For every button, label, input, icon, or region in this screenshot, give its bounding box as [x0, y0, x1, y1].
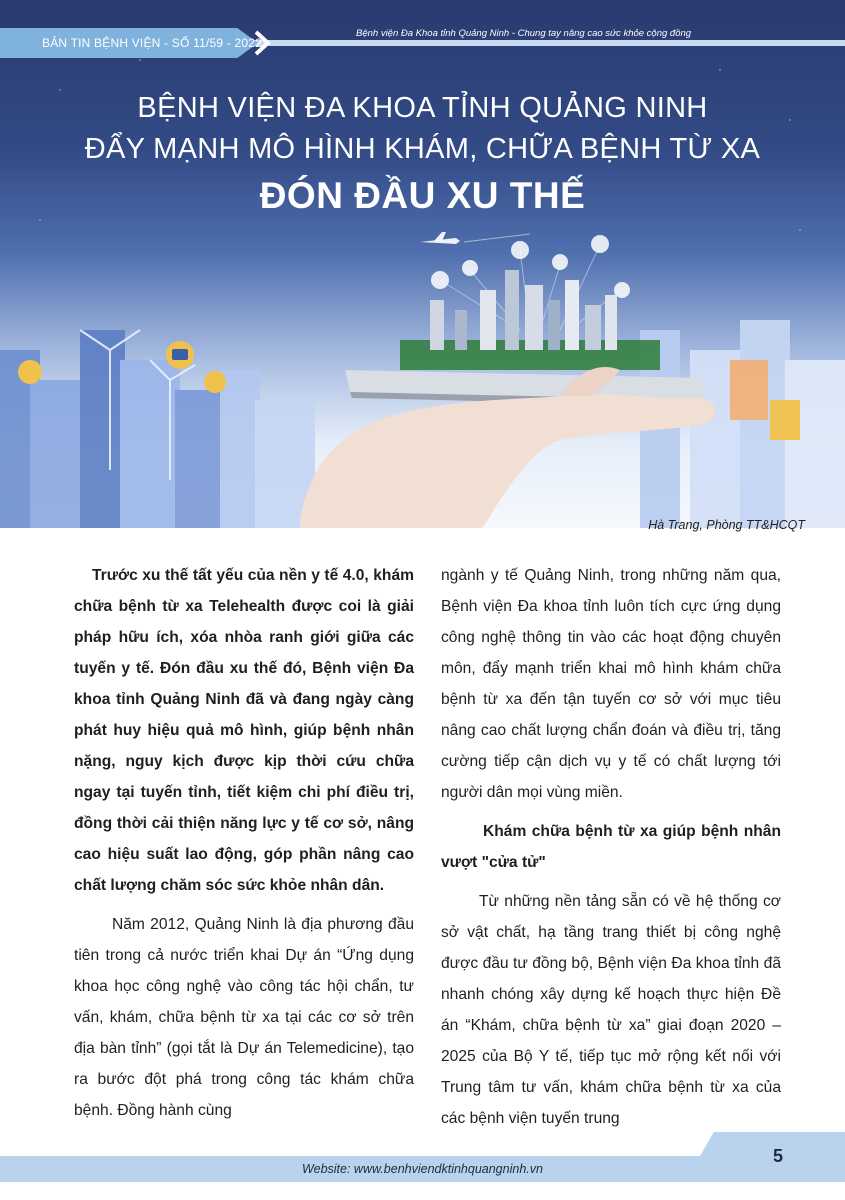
header-slogan: Bệnh viện Đa Khoa tỉnh Quảng Ninh - Chung tay nâng cao sức khỏe cộng đồng	[356, 28, 692, 39]
article-title-line-2: ĐẨY MẠNH MÔ HÌNH KHÁM, CHỮA BỆNH TỪ XA	[84, 133, 761, 165]
bus-icon	[166, 341, 194, 369]
body-paragraph-1: Năm 2012, Quảng Ninh là địa phương đầu tiên trong cả nước triển khai Dự án “Ứng dụng khoa học công nghệ vào công tác hội chẩn, tư vấn, khám, chữa bệnh từ xa tại các cơ sở trên địa bàn tỉnh” (gọi tắt là Dự án Telemedicine), tạo ra bước đột phá trong công tác khám chữa bệnh. Đồng hành cùng	[74, 916, 414, 1119]
footer-website[interactable]: Website: www.benhviendktinhquangninh.vn	[302, 1162, 543, 1176]
shield-icon	[18, 360, 42, 384]
bolt-icon	[204, 371, 226, 393]
body-paragraph-1-continued: ngành y tế Quảng Ninh, trong những năm qua, Bệnh viện Đa khoa tỉnh luôn tích cực ứng dụng công nghệ thông tin vào các hoạt động chuyên môn, đẩy mạnh triển khai mô hình khám chữa bệnh từ xa đến tận tuyến cơ sở với mục tiêu nâng cao chất lượng chẩn đoán và điều trị, tăng cường tiếp cận dịch vụ y tế có chất lượng tới người dân mọi vùng miền.	[441, 567, 781, 801]
lead-paragraph: Trước xu thế tất yếu của nền y tế 4.0, khám chữa bệnh từ xa Telehealth được coi là giải pháp hữu ích, xóa nhòa ranh giới giữa các tuyến y tế. Đón đầu xu thế đó, Bệnh viện Đa khoa tỉnh Quảng Ninh đã và đang ngày càng phát huy hiệu quả mô hình, giúp bệnh nhân nặng, nguy kịch được kịp thời cứu chữa ngay tại tuyến tỉnh, tiết kiệm chi phí điều trị, đồng thời cải thiện năng lực y tế cơ sở, nâng cao hiệu suất lao động, góp phần nâng cao chất lượng chăm sóc sức khỏe nhân dân.	[74, 567, 414, 894]
hero-banner	[0, 0, 845, 528]
section-subheading: Khám chữa bệnh từ xa giúp bệnh nhân vượt "cửa tử"	[441, 823, 781, 871]
page-number: 5	[772, 1146, 783, 1166]
airplane-icon	[420, 232, 530, 244]
column-right	[441, 560, 781, 1134]
issue-label: BẢN TIN BỆNH VIỆN - SỐ 11/59 - 2022	[42, 36, 262, 50]
column-left	[74, 560, 414, 1126]
smart-city-illustration	[0, 0, 845, 528]
article-title-line-3: ĐÓN ĐẦU XU THẾ	[259, 175, 586, 216]
article-title-line-1: BỆNH VIỆN ĐA KHOA TỈNH QUẢNG NINH	[137, 92, 708, 124]
body-paragraph-2: Từ những nền tảng sẵn có về hệ thống cơ sở vật chất, hạ tầng trang thiết bị công nghệ được đầu tư đồng bộ, Bệnh viện Đa khoa tỉnh đã nhanh chóng xây dựng kế hoạch thực hiện Đề án “Khám, chữa bệnh từ xa” giai đoạn 2020 – 2025 của Bộ Y tế, tiếp tục mở rộng kết nối với Trung tâm tư vấn, khám chữa bệnh từ xa của các bệnh viện tuyến trung	[441, 893, 781, 1127]
header-strip	[0, 28, 845, 58]
article-author: Hà Trang, Phòng TT&HCQT	[648, 518, 805, 532]
